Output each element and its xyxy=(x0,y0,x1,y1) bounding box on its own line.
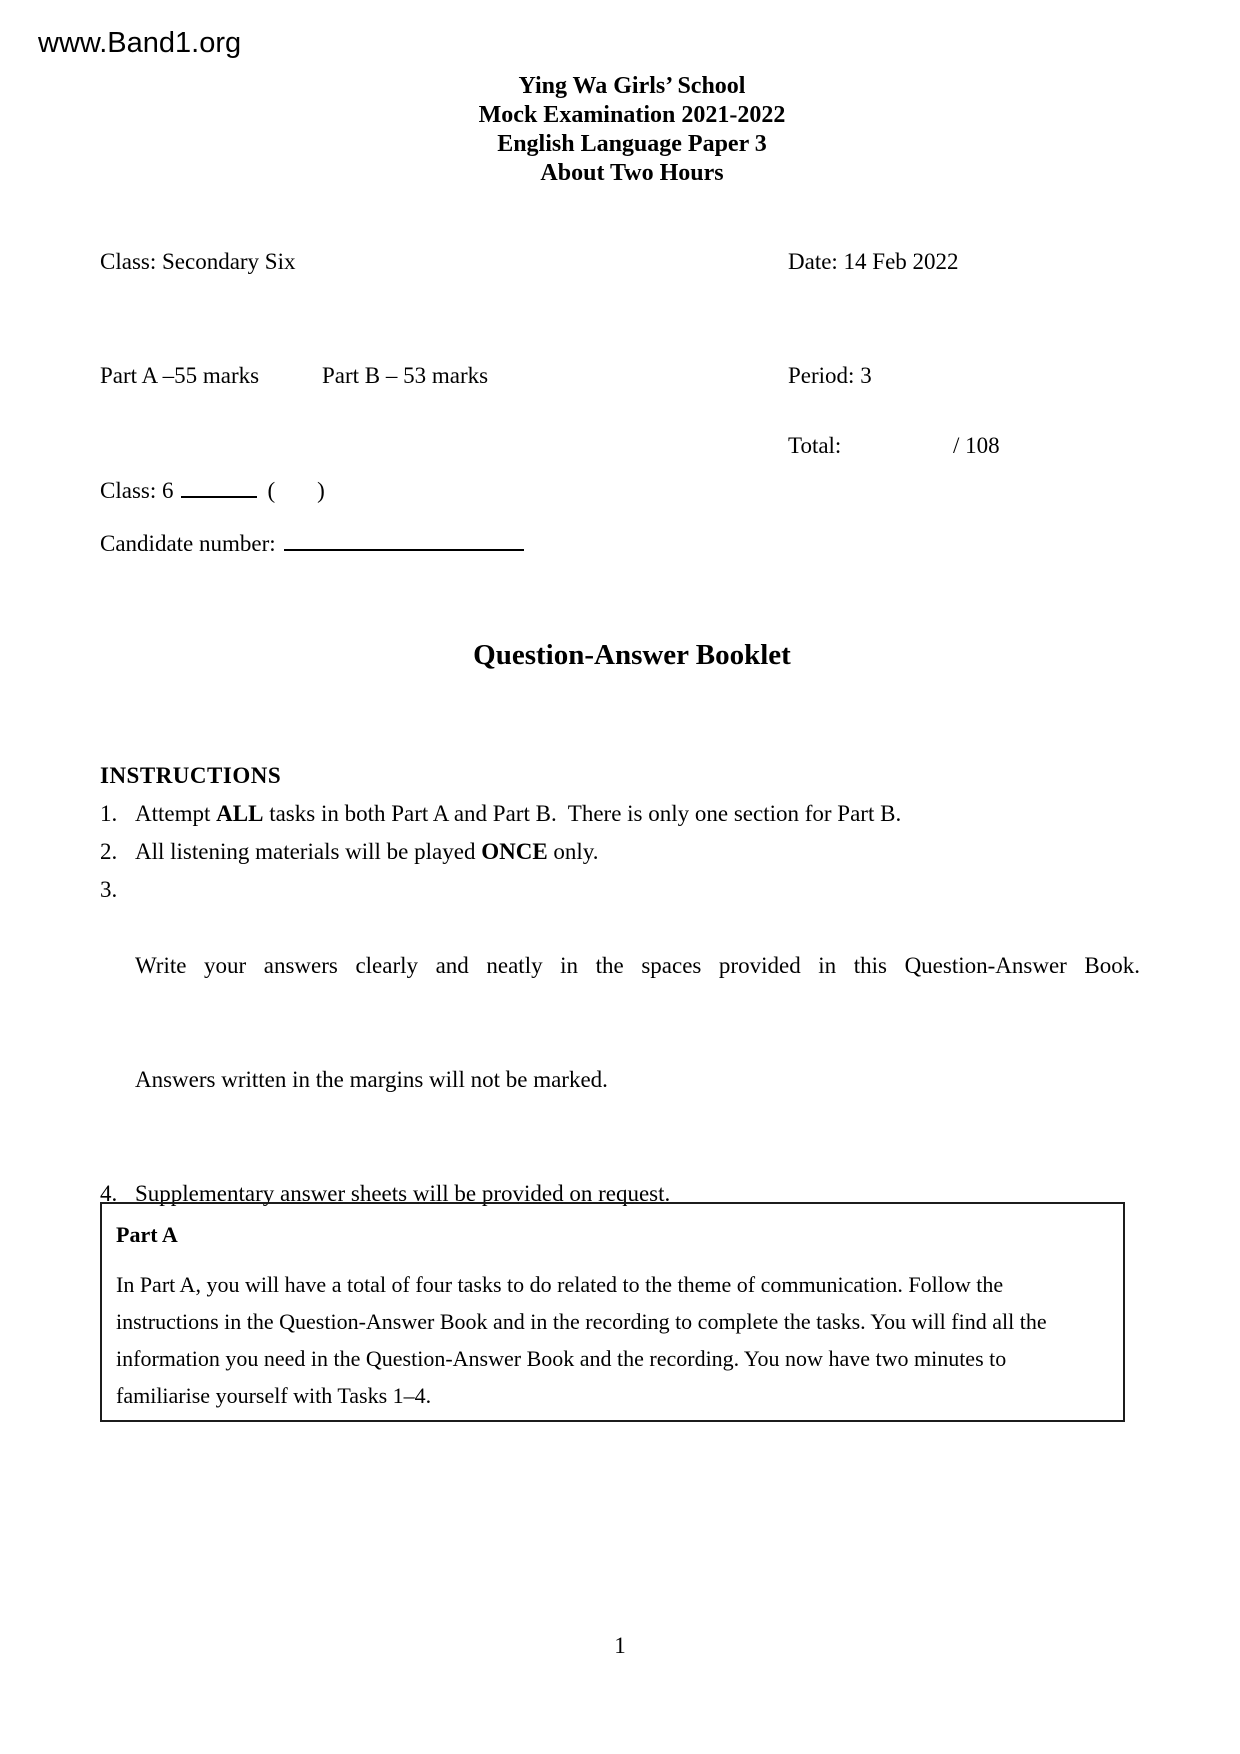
instruction-text-segment: All listening materials will be played xyxy=(135,839,482,864)
instruction-text xyxy=(135,833,1140,871)
instruction-item-2 xyxy=(100,833,1140,871)
exam-header xyxy=(24,72,1240,188)
class-label: Class: Secondary Six xyxy=(100,249,296,274)
instruction-text-line: Write your answers clearly and neatly in the spaces provided in this Question-Answer Book. xyxy=(135,953,1140,978)
instruction-number: 3. xyxy=(100,877,118,902)
class-number-paren-open: ( xyxy=(267,478,276,503)
part-a-description: In Part A, you will have a total of four tasks to do related to the theme of communication. Follow the instructions in the Question-Answer Book and in the recording to complete the tasks. You will find all the information you need in the Question-Answer Book and the recording. You now have two minutes to familiarise yourself with Tasks 1–4. xyxy=(116,1272,1047,1408)
part-a-box xyxy=(100,1202,1125,1422)
instructions-section xyxy=(100,757,1140,1213)
class-blank-field xyxy=(181,473,257,498)
instruction-text: Supplementary answer sheets will be provided on request. xyxy=(135,1181,671,1206)
instruction-text xyxy=(135,795,1140,833)
part-a-heading: Part A xyxy=(116,1222,178,1247)
instructions-heading: INSTRUCTIONS xyxy=(100,763,282,788)
period-label: Period: 3 xyxy=(788,363,872,388)
exam-session: Mock Examination 2021-2022 xyxy=(478,102,786,128)
instruction-text-segment: Attempt xyxy=(135,801,217,826)
instruction-text-bold: ONCE xyxy=(481,839,548,864)
class-fill-line xyxy=(100,473,325,506)
part-a-marks: Part A –55 marks xyxy=(100,363,260,388)
booklet-title: Question-Answer Booklet xyxy=(473,639,791,671)
instruction-item-1 xyxy=(100,795,1140,833)
total-value: / 108 xyxy=(953,433,1000,458)
paper-title: English Language Paper 3 xyxy=(497,131,767,157)
instruction-number: 2. xyxy=(100,839,118,864)
band1-logo: www.Band1.org xyxy=(38,27,242,59)
candidate-number-line xyxy=(100,526,524,559)
instruction-text-segment: tasks in both Part A and Part B. There is only one section for Part B. xyxy=(263,801,902,826)
candidate-number-label: Candidate number: xyxy=(100,531,276,556)
instruction-text-line: Answers written in the margins will not be marked. xyxy=(135,1067,608,1092)
class-number-paren-close: ) xyxy=(317,478,325,503)
total-label: Total: xyxy=(788,433,842,458)
instruction-item-3 xyxy=(100,871,1140,1175)
page-number: 1 xyxy=(614,1633,626,1658)
exam-duration: About Two Hours xyxy=(540,160,724,186)
instruction-number: 1. xyxy=(100,801,118,826)
instruction-text-bold: ALL xyxy=(216,801,264,826)
instruction-number: 4. xyxy=(100,1181,118,1206)
candidate-number-blank-field xyxy=(284,526,524,551)
instruction-text xyxy=(135,871,1140,1175)
date-label: Date: 14 Feb 2022 xyxy=(788,249,959,274)
instruction-text-segment: only. xyxy=(547,839,599,864)
part-b-marks: Part B – 53 marks xyxy=(322,363,489,388)
school-name: Ying Wa Girls’ School xyxy=(518,73,746,99)
class-fill-label: Class: 6 xyxy=(100,478,174,503)
